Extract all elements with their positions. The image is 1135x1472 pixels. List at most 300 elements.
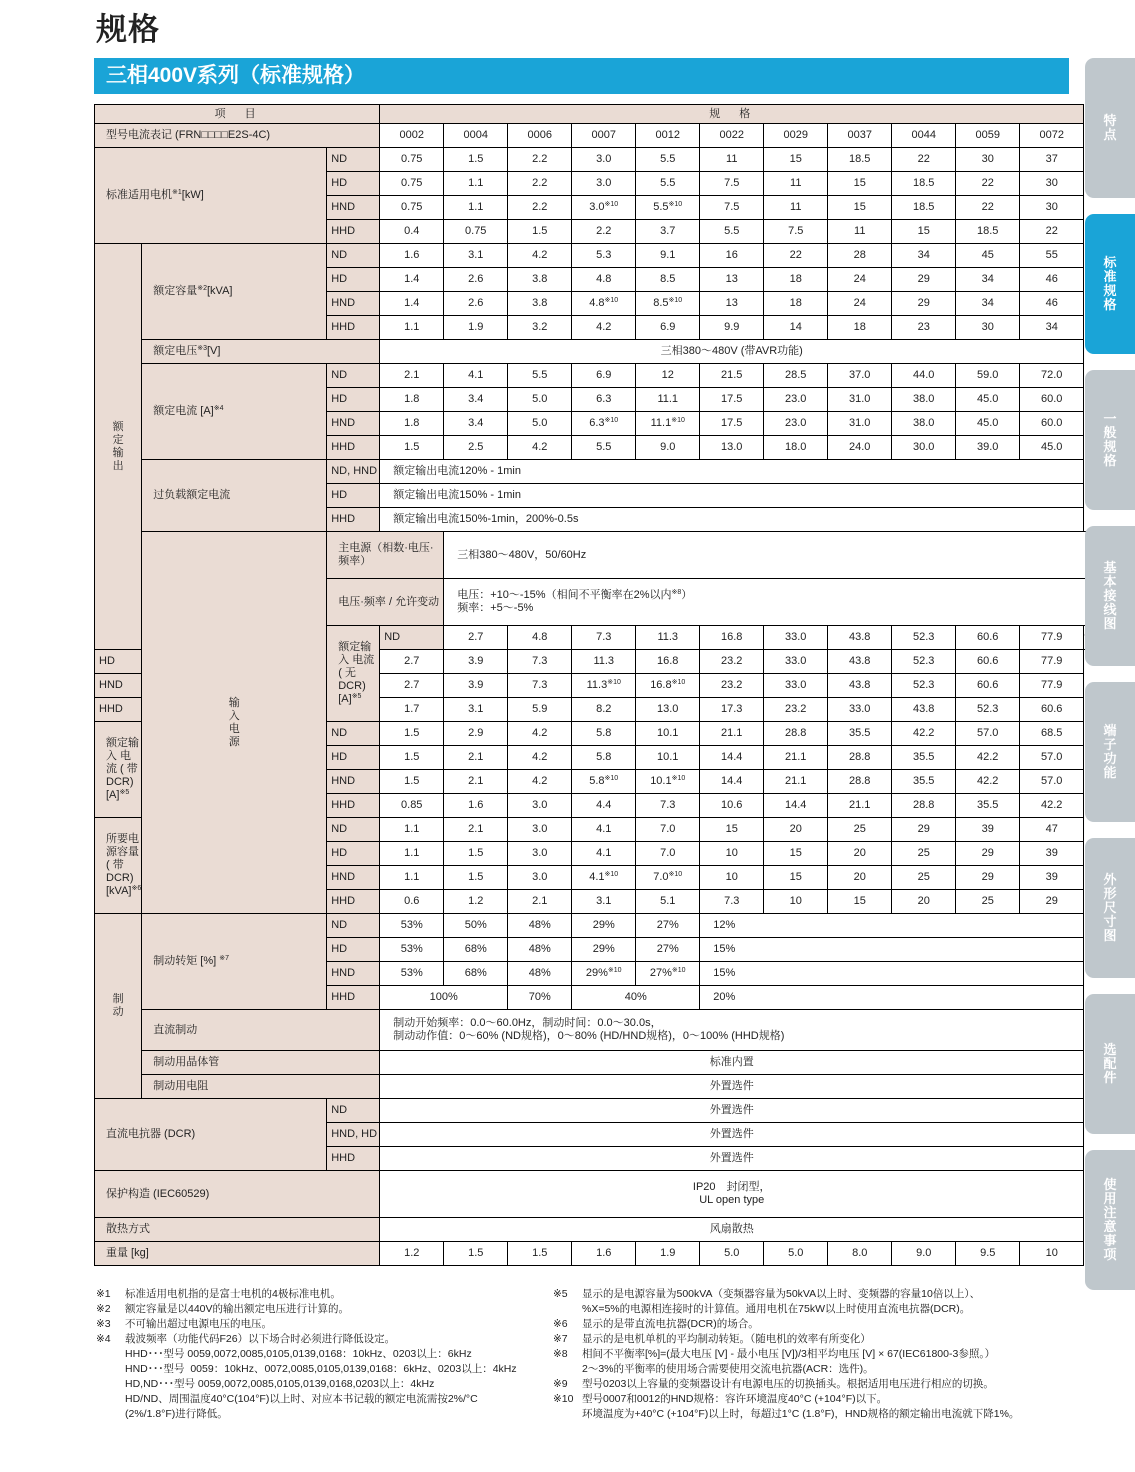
table-cell: 1.8 [380, 412, 444, 436]
overload-value: 额定输出电流120% - 1min [380, 460, 1084, 484]
table-cell: 9.0 [892, 1242, 956, 1266]
table-cell: 10 [764, 890, 828, 914]
overload-value: 额定输出电流150% - 1min [380, 484, 1084, 508]
mode-label: HHD [327, 986, 380, 1010]
table-cell: 2.2 [508, 148, 572, 172]
table-cell: 68% [444, 962, 508, 986]
table-cell: 7.5 [700, 196, 764, 220]
model-code: 0022 [700, 124, 764, 148]
table-cell: 1.5 [380, 770, 444, 794]
table-cell: 8.5 [636, 268, 700, 292]
table-cell: 1.6 [572, 1242, 636, 1266]
table-cell: 7.3 [508, 650, 572, 674]
table-cell: 9.0 [636, 436, 700, 460]
table-cell: 6.3$^{※10}$ [572, 412, 636, 436]
model-code: 0007 [572, 124, 636, 148]
footnote [553, 1392, 1073, 1422]
table-cell: 14.4 [700, 770, 764, 794]
table-cell: 3.0 [508, 866, 572, 890]
mode-label: HND [327, 412, 380, 436]
side-tab[interactable] [1085, 682, 1135, 822]
table-cell: 18.5 [828, 148, 892, 172]
table-cell: 4.2 [508, 436, 572, 460]
table-cell: 0.85 [380, 794, 444, 818]
mode-label: HND [327, 292, 380, 316]
table-cell: 29 [892, 268, 956, 292]
dcr-value: 外置选件 [380, 1147, 1084, 1171]
table-cell: 8.0 [828, 1242, 892, 1266]
cooling-label: 散热方式 [95, 1218, 380, 1242]
mode-label: ND [380, 626, 444, 650]
mode-label: ND [327, 914, 380, 938]
footnote [96, 1287, 556, 1302]
table-cell: 20 [764, 818, 828, 842]
table-cell: 21.1 [700, 722, 764, 746]
table-cell: 8.2 [572, 698, 636, 722]
table-cell: 11.3 [572, 650, 636, 674]
table-cell: 18 [764, 268, 828, 292]
footnote-key: ※10 [553, 1393, 574, 1405]
header-item: 项 目 [95, 105, 380, 124]
footnote-text: 标准适用电机指的是富士电机的4极标准电机。 [125, 1288, 341, 1300]
table-cell: 28.5 [764, 364, 828, 388]
table-cell: 7.3 [508, 674, 572, 698]
table-cell: 18.5 [892, 172, 956, 196]
table-cell: 39 [956, 818, 1020, 842]
side-tab[interactable] [1085, 1150, 1135, 1290]
table-cell: 24 [828, 268, 892, 292]
table-cell: 0.4 [380, 220, 444, 244]
table-cell: 1.5 [444, 1242, 508, 1266]
mode-label: HD [327, 172, 380, 196]
table-cell: 29 [956, 842, 1020, 866]
transistor-value: 标准内置 [380, 1051, 1084, 1075]
table-cell: 29% [572, 914, 636, 938]
table-cell: 52.3 [892, 626, 956, 650]
table-cell: 9.9 [700, 316, 764, 340]
table-cell: 1.4 [380, 292, 444, 316]
footnote-key: ※8 [553, 1348, 568, 1360]
footnote [553, 1332, 1073, 1347]
table-cell: 5.5 [636, 148, 700, 172]
table-cell: 45.0 [1020, 436, 1084, 460]
table-cell: 5.3 [572, 244, 636, 268]
table-cell: 5.0 [508, 412, 572, 436]
table-cell: 17.5 [700, 388, 764, 412]
table-cell: 16.8 [636, 650, 700, 674]
table-cell: 39 [1020, 842, 1084, 866]
table-cell: 37 [1020, 148, 1084, 172]
table-cell: 29 [1020, 890, 1084, 914]
table-row [95, 124, 1107, 148]
mode-label: ND [327, 364, 380, 388]
table-cell: 1.1 [380, 842, 444, 866]
table-cell: 21.5 [700, 364, 764, 388]
table-cell: 38.0 [892, 412, 956, 436]
table-cell: 4.2 [572, 316, 636, 340]
table-cell: 3.0$^{※10}$ [572, 196, 636, 220]
table-cell: 7.0 [636, 842, 700, 866]
group-braking: 制动 [95, 914, 142, 1099]
table-cell: 52.3 [892, 650, 956, 674]
table-cell: 20% [700, 986, 1084, 1010]
table-cell: 18.5 [892, 196, 956, 220]
footnote [553, 1317, 1073, 1332]
table-cell: 52.3 [956, 698, 1020, 722]
table-cell: 1.5 [508, 220, 572, 244]
table-cell: 14.4 [700, 746, 764, 770]
table-cell: 34 [892, 244, 956, 268]
side-tab-label: 基本接线图 [1103, 560, 1117, 631]
table-cell: 13.0 [700, 436, 764, 460]
table-cell: 68% [444, 938, 508, 962]
mode-label: HND [327, 962, 380, 986]
table-cell: 1.1 [380, 866, 444, 890]
footnote [96, 1332, 556, 1422]
table-cell: 5.9 [508, 698, 572, 722]
table-cell: 14.4 [764, 794, 828, 818]
table-cell: 29 [892, 818, 956, 842]
table-cell: 57.0 [1020, 746, 1084, 770]
table-cell: 25 [828, 818, 892, 842]
footnote-text: 型号0203以上容量的变频器设计有电源电压的切换插头。根据适用电压进行相应的切换。 [582, 1378, 994, 1390]
table-cell: 30 [1020, 172, 1084, 196]
table-cell: 11 [700, 148, 764, 172]
table-cell: 72.0 [1020, 364, 1084, 388]
table-row [95, 1010, 1107, 1051]
table-cell: 3.0 [572, 172, 636, 196]
overload-value: 额定输出电流150%-1min，200%-0.5s [380, 508, 1084, 532]
table-cell: 5.0 [700, 1242, 764, 1266]
table-cell: 60.0 [1020, 388, 1084, 412]
table-cell: 46 [1020, 268, 1084, 292]
table-cell: 21.1 [764, 770, 828, 794]
table-cell: 7.5 [764, 220, 828, 244]
footnote-key: ※6 [553, 1318, 568, 1330]
table-cell: 45 [956, 244, 1020, 268]
table-cell: 11 [764, 172, 828, 196]
side-tab[interactable] [1085, 526, 1135, 666]
mode-label: ND [327, 722, 380, 746]
footnote-text: 额定容量是以440V的输出额定电压进行计算的。 [125, 1303, 350, 1315]
table-cell: 40% [572, 986, 700, 1010]
table-cell: 0.75 [380, 148, 444, 172]
mode-label: HND, HD [327, 1123, 380, 1147]
table-cell: 42.2 [892, 722, 956, 746]
table-cell: 46 [1020, 292, 1084, 316]
side-tab[interactable] [1085, 370, 1135, 510]
resistor-value: 外置选件 [380, 1075, 1084, 1099]
table-cell: 11.1 [636, 388, 700, 412]
table-cell: 23.2 [700, 650, 764, 674]
table-cell: 10 [700, 866, 764, 890]
table-cell: 10 [700, 842, 764, 866]
side-tab-label: 外形尺寸图 [1103, 872, 1117, 943]
table-cell: 1.9 [636, 1242, 700, 1266]
table-cell: 29% [572, 938, 636, 962]
table-cell: 4.2 [508, 770, 572, 794]
table-cell: 10 [1020, 1242, 1084, 1266]
main-power-label: 主电源（相数·电压·频率） [327, 532, 444, 579]
mode-label: HHD [327, 508, 380, 532]
table-cell: 11 [828, 220, 892, 244]
table-cell: 28 [828, 244, 892, 268]
table-cell: 24.0 [828, 436, 892, 460]
mode-label: HD [327, 388, 380, 412]
table-cell: 20 [828, 866, 892, 890]
model-code: 0029 [764, 124, 828, 148]
table-cell: 2.6 [444, 292, 508, 316]
table-cell: 1.6 [444, 794, 508, 818]
side-tab-label: 标准规格 [1103, 255, 1117, 312]
weight-label: 重量 [kg] [95, 1242, 380, 1266]
table-cell: 2.2 [508, 196, 572, 220]
table-cell: 3.9 [444, 674, 508, 698]
table-cell: 4.1 [572, 818, 636, 842]
table-cell: 42.2 [1020, 794, 1084, 818]
table-cell: 29 [956, 866, 1020, 890]
table-cell: 2.7 [380, 674, 444, 698]
table-cell: 28.8 [828, 770, 892, 794]
table-cell: 53% [380, 938, 444, 962]
voltage-label: 额定电压$^{※3}$[V] [142, 340, 380, 364]
table-cell: 39.0 [956, 436, 1020, 460]
table-cell: 7.0$^{※10}$ [636, 866, 700, 890]
side-tab-label: 选配件 [1103, 1042, 1117, 1085]
footnote [96, 1317, 556, 1332]
table-cell: 17.3 [700, 698, 764, 722]
table-row [95, 914, 1107, 938]
table-cell: 24 [828, 292, 892, 316]
footnote-text: 显示的是电源容量为500kVA（变频器容量为50kVA以上时、变频器的容量10倍以上）、 %X=5%的电源相连接时的计算值。通用电机在75kW以上时使用直流电抗器(DCR)。 [582, 1288, 981, 1315]
table-cell: 25 [956, 890, 1020, 914]
table-cell: 15 [892, 220, 956, 244]
side-tab-label: 特点 [1103, 113, 1117, 142]
footnote [553, 1347, 1073, 1377]
table-cell: 22 [956, 196, 1020, 220]
table-cell: 38.0 [892, 388, 956, 412]
table-cell: 16.8 [700, 626, 764, 650]
table-cell: 1.5 [444, 866, 508, 890]
table-cell: 1.5 [444, 842, 508, 866]
table-cell: 1.4 [380, 268, 444, 292]
table-cell: 8.5$^{※10}$ [636, 292, 700, 316]
side-tab[interactable] [1085, 838, 1135, 978]
table-cell: 5.5 [508, 364, 572, 388]
model-code: 0004 [444, 124, 508, 148]
mode-label: HHD [327, 316, 380, 340]
footnote-text: 显示的是电机单机的平均制动转矩。（随电机的效率有所变化） [582, 1333, 871, 1345]
table-cell: 5.5 [700, 220, 764, 244]
table-cell: 6.9 [572, 364, 636, 388]
table-cell: 4.2 [508, 722, 572, 746]
table-cell: 7.3 [636, 794, 700, 818]
table-cell: 2.2 [508, 172, 572, 196]
table-cell: 28.8 [828, 746, 892, 770]
table-cell: 21.1 [828, 794, 892, 818]
torque-label: 制动转矩 [%] $^{※7}$ [142, 914, 327, 1010]
dcr-label: 直流电抗器 (DCR) [95, 1099, 327, 1171]
footnote [553, 1377, 1073, 1392]
cooling-value: 风扇散热 [380, 1218, 1084, 1242]
side-tab[interactable] [1085, 994, 1135, 1134]
footnote-text: 载波频率（功能代码F26）以下场合时必须进行降低设定。 HHD･･･型号 0059,0072,0085,0105,0139,0168：10kHz、0203以上：6kHz HND･･･型号 0059：10kHz、0072,0085,0105,0139,0168：6kHz、0203以上：4kHz HD,ND･･･型号 0059,0072,0085,0105,0139,0168,0203以上：4kHz HD/ND、周围温度40°C(104°F)以上时、对应本书记载的额定电流需按2%/°C (2%/1.8°F)进行降低。 [125, 1333, 517, 1420]
capacity-label: 额定容量$^{※2}$[kVA] [142, 244, 327, 340]
table-cell: 4.8 [572, 268, 636, 292]
table-cell: 15 [700, 818, 764, 842]
table-cell: 3.9 [444, 650, 508, 674]
table-cell: 15 [764, 842, 828, 866]
table-cell: 5.5 [636, 172, 700, 196]
table-cell: 4.2 [508, 746, 572, 770]
table-cell: 22 [956, 172, 1020, 196]
table-cell: 2.7 [380, 650, 444, 674]
table-cell: 13 [700, 292, 764, 316]
table-cell: 23.0 [764, 412, 828, 436]
model-code: 0002 [380, 124, 444, 148]
table-cell: 37.0 [828, 364, 892, 388]
mode-label: ND [327, 148, 380, 172]
resistor-label: 制动用电阻 [142, 1075, 380, 1099]
model-label: 型号电流表记 (FRN□□□□E2S-4C) [95, 124, 380, 148]
table-cell: 1.5 [508, 1242, 572, 1266]
table-cell: 15 [764, 148, 828, 172]
table-cell: 1.6 [380, 244, 444, 268]
table-cell: 2.1 [380, 364, 444, 388]
mode-label: HHD [327, 890, 380, 914]
model-code: 0044 [892, 124, 956, 148]
table-cell: 23.0 [764, 388, 828, 412]
table-cell: 1.2 [380, 1242, 444, 1266]
input-current-no-dcr-label: 额定输入 电流 ( 无 $DCR)[A]^{※5}$ [327, 626, 380, 722]
table-cell: 5.5$^{※10}$ [636, 196, 700, 220]
table-cell: 1.1 [444, 172, 508, 196]
table-cell: 3.0 [508, 842, 572, 866]
table-cell: 23 [892, 316, 956, 340]
table-cell: 5.0 [508, 388, 572, 412]
table-cell: 5.8 [572, 746, 636, 770]
table-cell: 34 [1020, 316, 1084, 340]
table-cell: 43.8 [828, 626, 892, 650]
table-cell: 18.5 [956, 220, 1020, 244]
model-code: 0072 [1020, 124, 1084, 148]
table-cell: 6.9 [636, 316, 700, 340]
table-cell: 68.5 [1020, 722, 1084, 746]
table-cell: 1.1 [380, 316, 444, 340]
table-cell: 77.9 [1020, 674, 1084, 698]
table-cell: 3.7 [636, 220, 700, 244]
table-row [95, 1075, 1107, 1099]
table-cell: 53% [380, 914, 444, 938]
side-tab[interactable] [1085, 214, 1135, 354]
table-cell: 1.5 [380, 436, 444, 460]
table-cell: 2.1 [444, 770, 508, 794]
table-cell: 18 [764, 292, 828, 316]
table-cell: 48% [508, 914, 572, 938]
current-label: 额定电流 $[A]^{※4}$ [142, 364, 327, 460]
table-cell: 33.0 [764, 650, 828, 674]
table-row [95, 1218, 1107, 1242]
table-row [95, 1242, 1107, 1266]
table-cell: 57.0 [1020, 770, 1084, 794]
table-cell: 27% [636, 914, 700, 938]
table-cell: 5.1 [636, 890, 700, 914]
table-cell: 3.4 [444, 388, 508, 412]
table-cell: 18 [828, 316, 892, 340]
table-cell: 10.6 [700, 794, 764, 818]
table-row [95, 1051, 1107, 1075]
table-cell: 22 [1020, 220, 1084, 244]
table-cell: 4.8 [508, 626, 572, 650]
header-spec: 规 格 [380, 105, 1084, 124]
table-cell: 28.8 [892, 794, 956, 818]
table-cell: 3.1 [444, 244, 508, 268]
table-cell: 11.3$^{※10}$ [572, 674, 636, 698]
table-cell: 100% [380, 986, 508, 1010]
mode-label: HHD [327, 794, 380, 818]
table-cell: 0.6 [380, 890, 444, 914]
table-cell: 4.1 [572, 842, 636, 866]
table-cell: 2.2 [572, 220, 636, 244]
mode-label: HD [327, 842, 380, 866]
model-code: 0059 [956, 124, 1020, 148]
mode-label: HND [95, 674, 142, 698]
table-cell: 9.5 [956, 1242, 1020, 1266]
table-cell: 4.2 [508, 244, 572, 268]
table-cell: 0.75 [380, 196, 444, 220]
table-cell: 10.1 [636, 746, 700, 770]
table-cell: 50% [444, 914, 508, 938]
table-cell: 1.5 [380, 746, 444, 770]
table-cell: 1.1 [444, 196, 508, 220]
table-cell: 5.8 [572, 722, 636, 746]
model-code: 0012 [636, 124, 700, 148]
table-cell: 2.7 [444, 626, 508, 650]
table-cell: 5.8$^{※10}$ [572, 770, 636, 794]
dcr-value: 外置选件 [380, 1123, 1084, 1147]
table-cell: 2.5 [444, 436, 508, 460]
table-cell: 16.8$^{※10}$ [636, 674, 700, 698]
input-current-dcr-label: 额定输入 电流 ( 带 $DCR)[A]^{※5}$ [95, 722, 142, 818]
footnote-text: 不可输出超过电源电压的电压。 [125, 1318, 272, 1330]
table-cell: 59.0 [956, 364, 1020, 388]
table-cell: 10.1$^{※10}$ [636, 770, 700, 794]
table-cell: 53% [380, 962, 444, 986]
table-cell: 57.0 [956, 722, 1020, 746]
table-cell: 22 [764, 244, 828, 268]
footnote [96, 1302, 556, 1317]
variation-label: 电压·频率 / 允许变动 [327, 579, 444, 626]
table-cell: 39 [1020, 866, 1084, 890]
mode-label: ND [327, 1099, 380, 1123]
table-cell: 1.5 [444, 148, 508, 172]
power-capacity-label: 所要电源容量 ( 带 DCR)[kVA]$^{※6}$ [95, 818, 142, 914]
table-cell: 1.1 [380, 818, 444, 842]
table-cell: 60.6 [956, 626, 1020, 650]
table-cell: 42.2 [956, 770, 1020, 794]
table-cell: 27% [636, 938, 700, 962]
table-cell: 31.0 [828, 412, 892, 436]
table-cell: 11.1$^{※10}$ [636, 412, 700, 436]
table-row [95, 1171, 1107, 1218]
side-tab[interactable] [1085, 58, 1135, 198]
table-cell: 15 [828, 890, 892, 914]
table-cell: 1.7 [380, 698, 444, 722]
table-cell: 20 [828, 842, 892, 866]
mode-label: HHD [327, 1147, 380, 1171]
table-cell: 18.0 [764, 436, 828, 460]
mode-label: HHD [327, 436, 380, 460]
